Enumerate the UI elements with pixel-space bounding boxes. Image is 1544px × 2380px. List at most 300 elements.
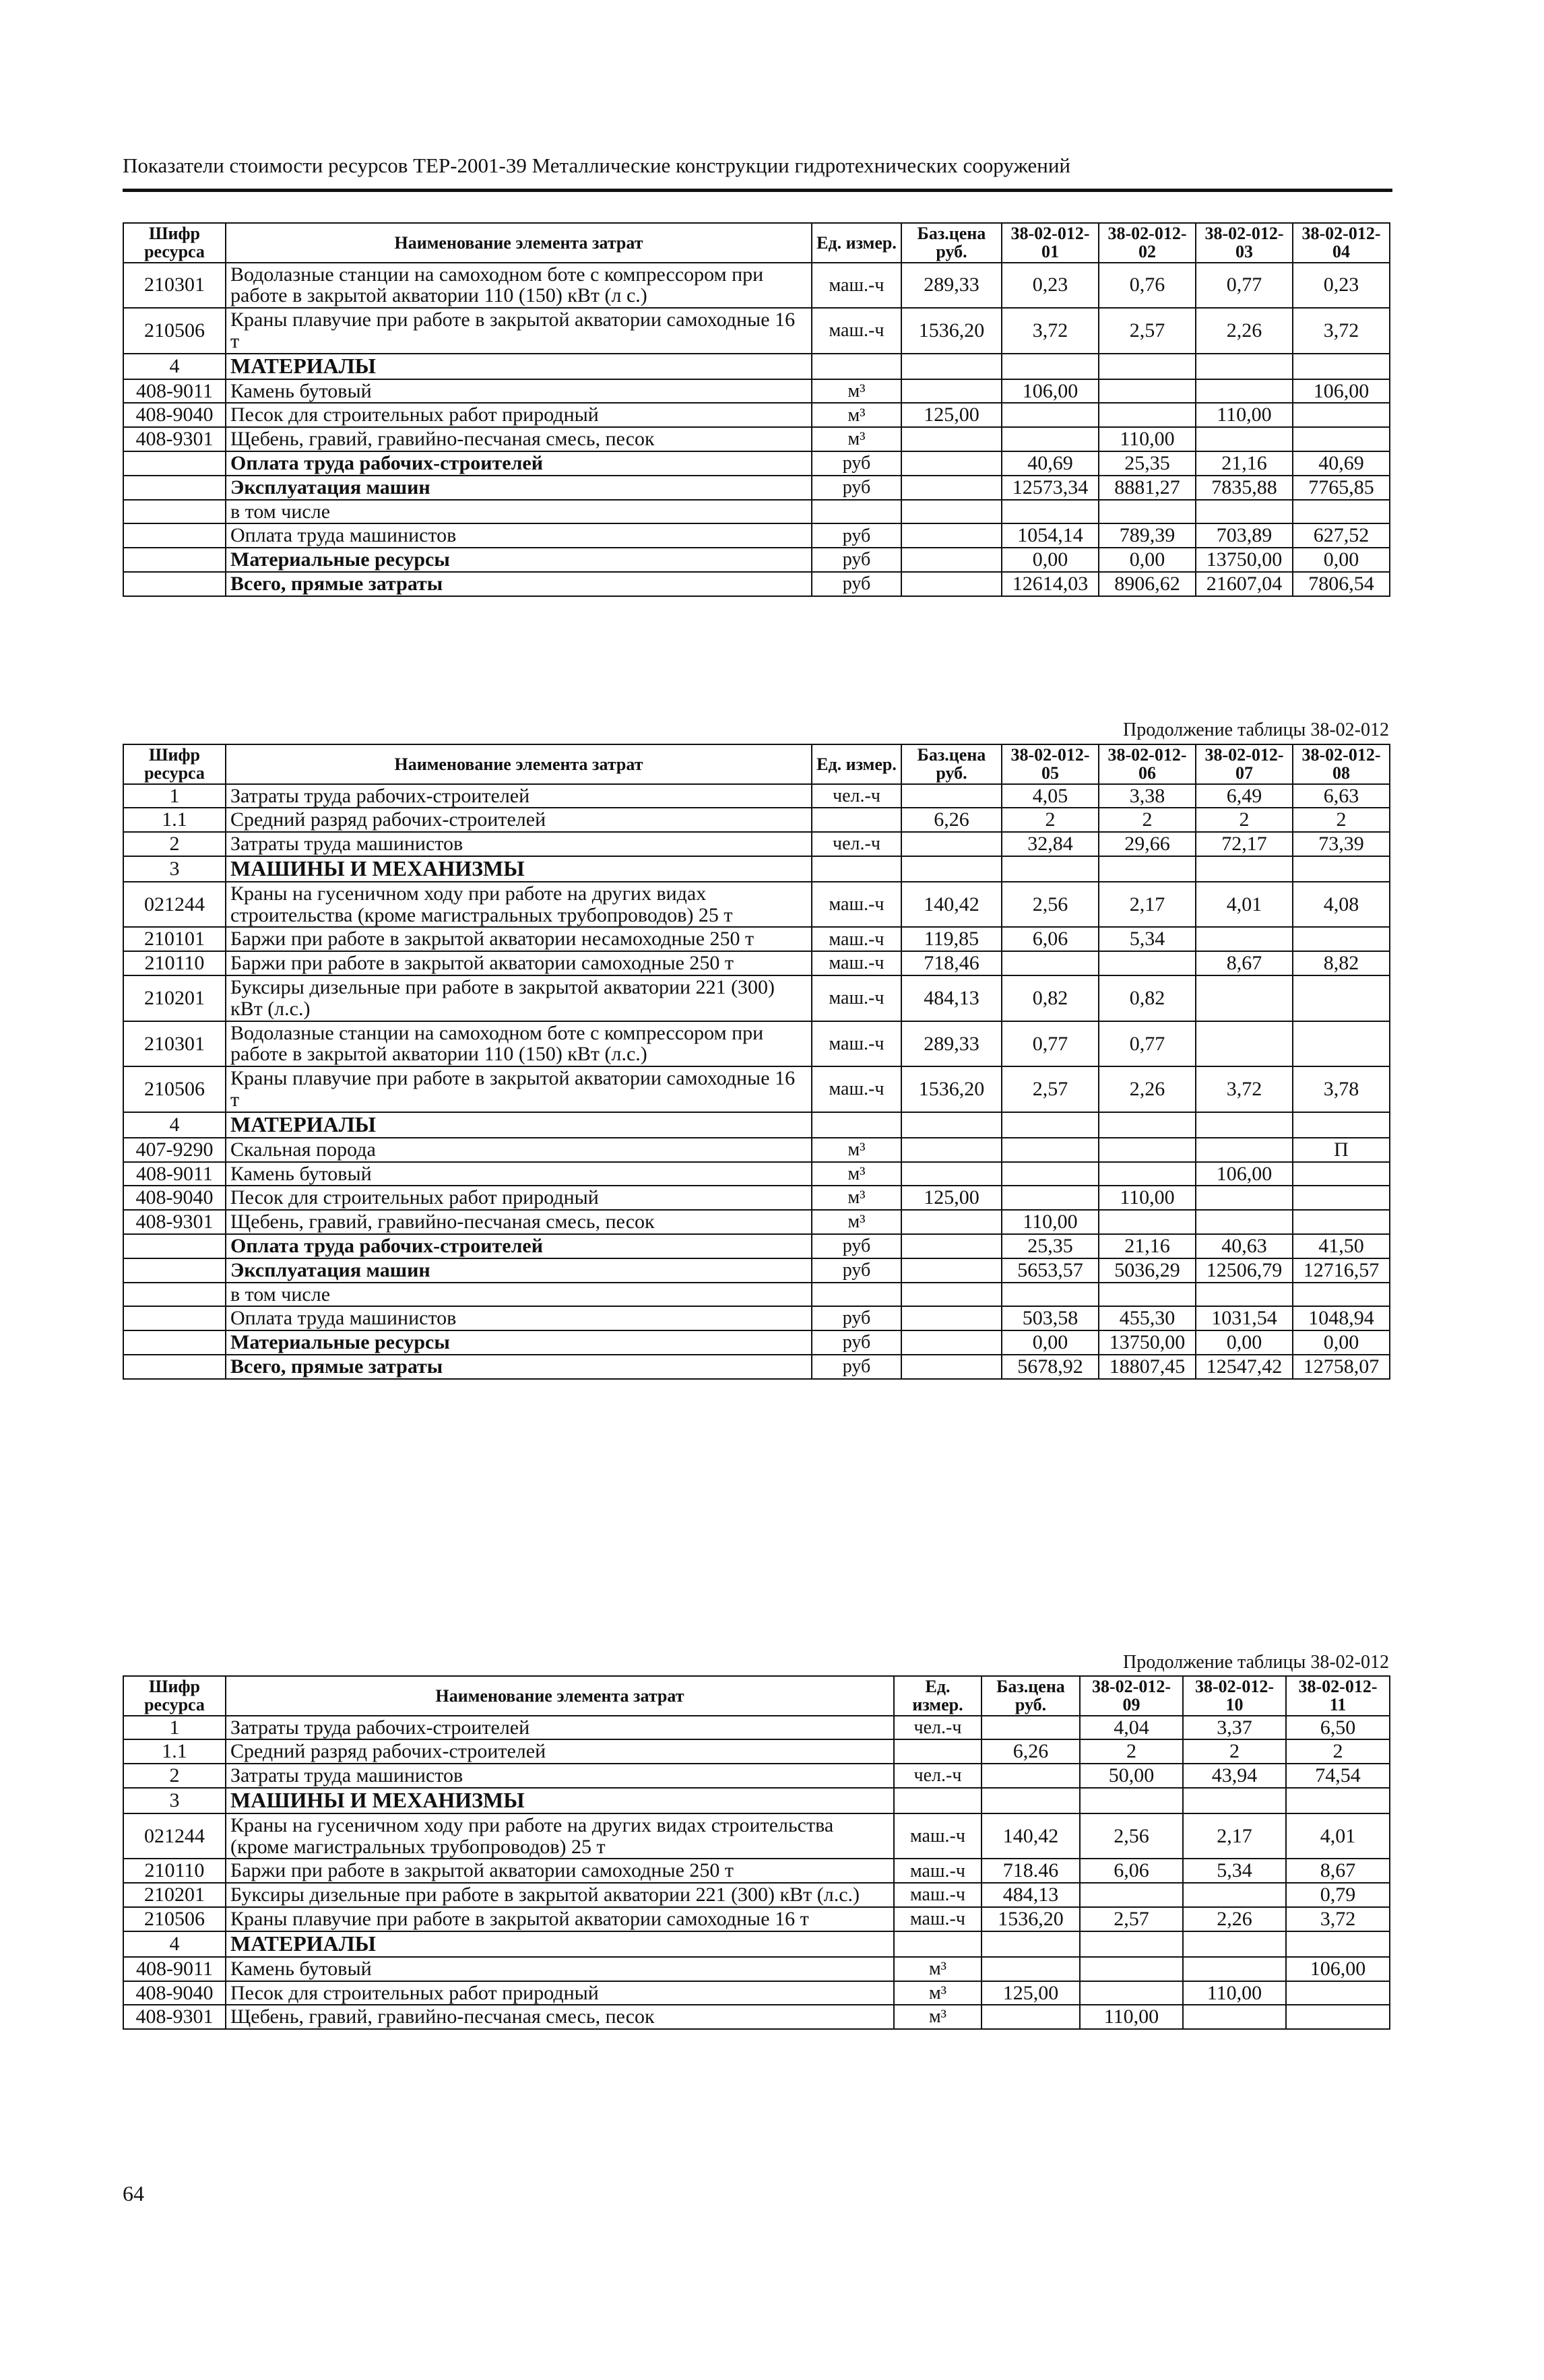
- norm-value-cell: [1099, 951, 1196, 975]
- base-price-cell: 1536,20: [901, 1066, 1002, 1112]
- cost-element-name: Краны на гусеничном ходу при работе на других видах строительства (кроме магистральных трубопроводов) 25 т: [226, 1813, 894, 1859]
- norm-value-cell: [1293, 427, 1390, 451]
- resource-code: [123, 1283, 226, 1307]
- resource-code: 1.1: [123, 1739, 226, 1764]
- norm-value-cell: [1099, 1162, 1196, 1186]
- unit-cell: м³: [812, 403, 901, 427]
- norm-value-cell: [1099, 1138, 1196, 1162]
- norm-value-cell: [1002, 1112, 1099, 1138]
- resource-code: 408-9040: [123, 403, 226, 427]
- unit-cell: руб: [812, 572, 901, 596]
- base-price-cell: [982, 1716, 1080, 1740]
- norm-value-cell: 0,82: [1002, 975, 1099, 1021]
- column-header: Наименование элемента затрат: [226, 1676, 894, 1716]
- header-rule: [123, 189, 1392, 192]
- cost-element-name: Баржи при работе в закрытой акватории несамоходные 250 т: [226, 927, 812, 951]
- unit-cell: руб: [812, 1258, 901, 1283]
- resource-code: 4: [123, 1112, 226, 1138]
- norm-value-cell: [1293, 1186, 1390, 1210]
- norm-value-cell: 4,01: [1196, 882, 1293, 928]
- norm-value-cell: 106,00: [1293, 379, 1390, 404]
- resource-code: 1: [123, 1716, 226, 1740]
- cost-element-name: Камень бутовый: [226, 1162, 812, 1186]
- resource-table-3: [123, 1675, 1390, 2030]
- norm-value-cell: 110,00: [1002, 1210, 1099, 1234]
- table-row: [123, 548, 1390, 572]
- unit-cell: м³: [812, 1186, 901, 1210]
- base-price-cell: 1536,20: [982, 1907, 1080, 1931]
- norm-value-cell: [1196, 1138, 1293, 1162]
- norm-value-cell: 8,67: [1196, 951, 1293, 975]
- norm-value-cell: 0,00: [1196, 1330, 1293, 1355]
- column-header: Ед. измер.: [812, 744, 901, 784]
- norm-value-cell: [1099, 354, 1196, 379]
- norm-value-cell: [1183, 1788, 1286, 1813]
- norm-value-cell: [1099, 1210, 1196, 1234]
- norm-value-cell: [1002, 1283, 1099, 1307]
- norm-value-cell: 2,56: [1080, 1813, 1183, 1859]
- resource-code: 408-9301: [123, 2005, 226, 2029]
- norm-value-cell: 1048,94: [1293, 1306, 1390, 1330]
- norm-value-cell: [1099, 500, 1196, 524]
- unit-cell: маш.-ч: [812, 263, 901, 309]
- base-price-cell: [901, 523, 1002, 548]
- norm-value-cell: 703,89: [1196, 523, 1293, 548]
- norm-value-cell: 32,84: [1002, 832, 1099, 856]
- norm-value-cell: 12506,79: [1196, 1258, 1293, 1283]
- cost-element-name: МАШИНЫ И МЕХАНИЗМЫ: [226, 856, 812, 882]
- norm-value-cell: 2,17: [1099, 882, 1196, 928]
- table-row: [123, 1330, 1390, 1355]
- norm-value-cell: 12547,42: [1196, 1355, 1293, 1379]
- norm-value-cell: 0,77: [1196, 263, 1293, 309]
- resource-code: 210110: [123, 951, 226, 975]
- norm-value-cell: [1080, 1788, 1183, 1813]
- norm-value-cell: [1196, 1112, 1293, 1138]
- norm-value-cell: 8881,27: [1099, 476, 1196, 500]
- resource-code: 1: [123, 784, 226, 808]
- base-price-cell: [901, 1330, 1002, 1355]
- norm-value-cell: [1293, 1112, 1390, 1138]
- table-row: [123, 1739, 1390, 1764]
- norm-value-cell: 8,67: [1286, 1859, 1390, 1883]
- norm-value-cell: 2,26: [1099, 1066, 1196, 1112]
- norm-value-cell: [1286, 1981, 1390, 2005]
- norm-value-cell: 40,69: [1002, 451, 1099, 476]
- cost-element-name: Песок для строительных работ природный: [226, 1186, 812, 1210]
- table-row: [123, 856, 1390, 882]
- table-row: [123, 1883, 1390, 1907]
- norm-value-cell: [1099, 379, 1196, 404]
- norm-value-cell: [1002, 500, 1099, 524]
- table-row: [123, 832, 1390, 856]
- norm-value-cell: [1002, 427, 1099, 451]
- base-price-cell: [901, 1162, 1002, 1186]
- column-header: Наименование элемента затрат: [226, 744, 812, 784]
- cost-element-name: Оплата труда рабочих-строителей: [226, 451, 812, 476]
- unit-cell: руб: [812, 1330, 901, 1355]
- column-header: 38-02-012-02: [1099, 223, 1196, 263]
- norm-value-cell: 0,00: [1293, 548, 1390, 572]
- unit-cell: руб: [812, 523, 901, 548]
- table-row: [123, 403, 1390, 427]
- norm-value-cell: 73,39: [1293, 832, 1390, 856]
- norm-value-cell: 3,72: [1196, 1066, 1293, 1112]
- norm-value-cell: 7835,88: [1196, 476, 1293, 500]
- norm-value-cell: 25,35: [1002, 1234, 1099, 1258]
- table-row: [123, 1716, 1390, 1740]
- norm-value-cell: 12716,57: [1293, 1258, 1390, 1283]
- column-header: 38-02-012-03: [1196, 223, 1293, 263]
- norm-value-cell: 0,23: [1293, 263, 1390, 309]
- norm-value-cell: 7806,54: [1293, 572, 1390, 596]
- cost-element-name: Материальные ресурсы: [226, 1330, 812, 1355]
- column-header: 38-02-012-05: [1002, 744, 1099, 784]
- norm-value-cell: 5653,57: [1002, 1258, 1099, 1283]
- norm-value-cell: 2,26: [1183, 1907, 1286, 1931]
- norm-value-cell: [1293, 975, 1390, 1021]
- norm-value-cell: [1293, 403, 1390, 427]
- cost-element-name: Краны на гусеничном ходу при работе на других видах строительства (кроме магистральных трубопроводов) 25 т: [226, 882, 812, 928]
- table-row: [123, 523, 1390, 548]
- norm-value-cell: 3,38: [1099, 784, 1196, 808]
- norm-value-cell: 21,16: [1196, 451, 1293, 476]
- norm-value-cell: [1002, 1186, 1099, 1210]
- column-header: Баз.цена руб.: [982, 1676, 1080, 1716]
- unit-cell: [812, 500, 901, 524]
- resource-table-1: [123, 222, 1390, 597]
- unit-cell: руб: [812, 451, 901, 476]
- norm-value-cell: 5678,92: [1002, 1355, 1099, 1379]
- table-row: [123, 1112, 1390, 1138]
- norm-value-cell: 503,58: [1002, 1306, 1099, 1330]
- cost-element-name: Буксиры дизельные при работе в закрытой акватории 221 (300) кВт (л.с.): [226, 975, 812, 1021]
- norm-value-cell: [1196, 927, 1293, 951]
- norm-value-cell: 3,72: [1286, 1907, 1390, 1931]
- cost-element-name: Камень бутовый: [226, 379, 812, 404]
- base-price-cell: 484,13: [982, 1883, 1080, 1907]
- resource-code: [123, 1306, 226, 1330]
- norm-value-cell: 5036,29: [1099, 1258, 1196, 1283]
- cost-element-name: Оплата труда рабочих-строителей: [226, 1234, 812, 1258]
- norm-value-cell: [1293, 500, 1390, 524]
- norm-value-cell: 0,82: [1099, 975, 1196, 1021]
- base-price-cell: [901, 832, 1002, 856]
- base-price-cell: [901, 784, 1002, 808]
- table-row: [123, 882, 1390, 928]
- norm-value-cell: [1099, 403, 1196, 427]
- resource-code: [123, 1234, 226, 1258]
- norm-value-cell: [1196, 1186, 1293, 1210]
- resource-code: 408-9011: [123, 379, 226, 404]
- norm-value-cell: 4,08: [1293, 882, 1390, 928]
- base-price-cell: [901, 1112, 1002, 1138]
- table-row: [123, 1907, 1390, 1931]
- norm-value-cell: 21607,04: [1196, 572, 1293, 596]
- unit-cell: м³: [894, 2005, 982, 2029]
- column-header: Баз.цена руб.: [901, 223, 1002, 263]
- norm-value-cell: 18807,45: [1099, 1355, 1196, 1379]
- table-row: [123, 1162, 1390, 1186]
- norm-value-cell: [1286, 1788, 1390, 1813]
- cost-element-name: Материальные ресурсы: [226, 548, 812, 572]
- norm-value-cell: 5,34: [1099, 927, 1196, 951]
- base-price-cell: 125,00: [901, 403, 1002, 427]
- cost-element-name: Эксплуатация машин: [226, 476, 812, 500]
- cost-element-name: в том числе: [226, 500, 812, 524]
- norm-value-cell: [1196, 354, 1293, 379]
- base-price-cell: 1536,20: [901, 308, 1002, 354]
- norm-value-cell: 2,17: [1183, 1813, 1286, 1859]
- norm-value-cell: 2,56: [1002, 882, 1099, 928]
- base-price-cell: [901, 856, 1002, 882]
- table-row: [123, 1186, 1390, 1210]
- norm-value-cell: [1293, 856, 1390, 882]
- resource-table-2: [123, 744, 1390, 1380]
- norm-value-cell: 12573,34: [1002, 476, 1099, 500]
- cost-element-name: Средний разряд рабочих-строителей: [226, 808, 812, 832]
- cost-element-name: Затраты труда машинистов: [226, 832, 812, 856]
- norm-value-cell: 2: [1080, 1739, 1183, 1764]
- norm-value-cell: 2,26: [1196, 308, 1293, 354]
- unit-cell: маш.-ч: [812, 927, 901, 951]
- norm-value-cell: [1080, 1981, 1183, 2005]
- norm-value-cell: 13750,00: [1099, 1330, 1196, 1355]
- unit-cell: [894, 1739, 982, 1764]
- cost-element-name: Водолазные станции на самоходном боте с компрессором при работе в закрытой акватории 110 (150) кВт (л.с.): [226, 1021, 812, 1067]
- table-row: [123, 427, 1390, 451]
- column-header: Ед. измер.: [894, 1676, 982, 1716]
- resource-code: 210506: [123, 1907, 226, 1931]
- norm-value-cell: 43,94: [1183, 1764, 1286, 1788]
- base-price-cell: [901, 1355, 1002, 1379]
- resource-code: 210301: [123, 1021, 226, 1067]
- cost-element-name: Средний разряд рабочих-строителей: [226, 1739, 894, 1764]
- unit-cell: [812, 808, 901, 832]
- unit-cell: м³: [894, 1981, 982, 2005]
- unit-cell: чел.-ч: [894, 1764, 982, 1788]
- norm-value-cell: 3,78: [1293, 1066, 1390, 1112]
- base-price-cell: [901, 500, 1002, 524]
- resource-code: [123, 1258, 226, 1283]
- cost-element-name: МАТЕРИАЛЫ: [226, 354, 812, 379]
- base-price-cell: [901, 1234, 1002, 1258]
- column-header: Баз.цена руб.: [901, 744, 1002, 784]
- norm-value-cell: 74,54: [1286, 1764, 1390, 1788]
- norm-value-cell: 2: [1286, 1739, 1390, 1764]
- unit-cell: маш.-ч: [812, 951, 901, 975]
- base-price-cell: [901, 379, 1002, 404]
- table-row: [123, 572, 1390, 596]
- norm-value-cell: 106,00: [1196, 1162, 1293, 1186]
- resource-code: 3: [123, 856, 226, 882]
- norm-value-cell: [1183, 2005, 1286, 2029]
- table-row: [123, 451, 1390, 476]
- base-price-cell: 718.46: [982, 1859, 1080, 1883]
- unit-cell: чел.-ч: [812, 784, 901, 808]
- table-row: [123, 951, 1390, 975]
- resource-code: 210101: [123, 927, 226, 951]
- column-header: 38-02-012-08: [1293, 744, 1390, 784]
- table-row: [123, 500, 1390, 524]
- norm-value-cell: 0,79: [1286, 1883, 1390, 1907]
- cost-element-name: в том числе: [226, 1283, 812, 1307]
- norm-value-cell: 3,72: [1293, 308, 1390, 354]
- norm-value-cell: 106,00: [1286, 1957, 1390, 1981]
- cost-element-name: Камень бутовый: [226, 1957, 894, 1981]
- cost-element-name: Щебень, гравий, гравийно-песчаная смесь, песок: [226, 2005, 894, 2029]
- resource-code: [123, 548, 226, 572]
- base-price-cell: [901, 476, 1002, 500]
- norm-value-cell: 110,00: [1183, 1981, 1286, 2005]
- unit-cell: руб: [812, 1355, 901, 1379]
- norm-value-cell: [1293, 1283, 1390, 1307]
- norm-value-cell: 2,57: [1080, 1907, 1183, 1931]
- base-price-cell: 125,00: [901, 1186, 1002, 1210]
- norm-value-cell: 6,06: [1080, 1859, 1183, 1883]
- resource-code: 408-9301: [123, 427, 226, 451]
- norm-value-cell: 455,30: [1099, 1306, 1196, 1330]
- table-row: [123, 476, 1390, 500]
- table-row: [123, 379, 1390, 404]
- base-price-cell: [982, 1957, 1080, 1981]
- unit-cell: чел.-ч: [812, 832, 901, 856]
- cost-element-name: Краны плавучие при работе в закрытой акватории самоходные 16 т: [226, 308, 812, 354]
- table-row: [123, 808, 1390, 832]
- norm-value-cell: [1293, 1021, 1390, 1067]
- unit-cell: м³: [812, 1162, 901, 1186]
- page-number: 64: [123, 2181, 144, 2206]
- norm-value-cell: [1293, 354, 1390, 379]
- column-header: Шифр ресурса: [123, 223, 226, 263]
- norm-value-cell: 25,35: [1099, 451, 1196, 476]
- resource-code: [123, 1355, 226, 1379]
- base-price-cell: 484,13: [901, 975, 1002, 1021]
- resource-code: 210506: [123, 1066, 226, 1112]
- cost-element-name: Всего, прямые затраты: [226, 572, 812, 596]
- unit-cell: маш.-ч: [812, 882, 901, 928]
- norm-value-cell: 2: [1196, 808, 1293, 832]
- cost-element-name: Затраты труда машинистов: [226, 1764, 894, 1788]
- cost-element-name: Песок для строительных работ природный: [226, 1981, 894, 2005]
- cost-element-name: Водолазные станции на самоходном боте с компрессором при работе в закрытой акватории 110 (150) кВт (л с.): [226, 263, 812, 309]
- norm-value-cell: 0,23: [1002, 263, 1099, 309]
- cost-element-name: Баржи при работе в закрытой акватории самоходные 250 т: [226, 1859, 894, 1883]
- norm-value-cell: 6,50: [1286, 1716, 1390, 1740]
- table-row: [123, 927, 1390, 951]
- unit-cell: [812, 354, 901, 379]
- continuation-label-3: Продолжение таблицы 38-02-012: [1122, 1652, 1389, 1673]
- resource-code: 021244: [123, 882, 226, 928]
- norm-value-cell: 13750,00: [1196, 548, 1293, 572]
- norm-value-cell: [1293, 1210, 1390, 1234]
- cost-element-name: Буксиры дизельные при работе в закрытой акватории 221 (300) кВт (л.с.): [226, 1883, 894, 1907]
- base-price-cell: 6,26: [901, 808, 1002, 832]
- norm-value-cell: 0,00: [1293, 1330, 1390, 1355]
- base-price-cell: 125,00: [982, 1981, 1080, 2005]
- column-header: Шифр ресурса: [123, 744, 226, 784]
- norm-value-cell: [1002, 951, 1099, 975]
- norm-value-cell: [1196, 500, 1293, 524]
- base-price-cell: [901, 1283, 1002, 1307]
- cost-element-name: Оплата труда машинистов: [226, 1306, 812, 1330]
- norm-value-cell: [1196, 1021, 1293, 1067]
- cost-element-name: Всего, прямые затраты: [226, 1355, 812, 1379]
- norm-value-cell: [1099, 856, 1196, 882]
- norm-value-cell: 0,76: [1099, 263, 1196, 309]
- norm-value-cell: [1002, 354, 1099, 379]
- cost-element-name: Эксплуатация машин: [226, 1258, 812, 1283]
- table-row: [123, 1957, 1390, 1981]
- table-row: [123, 1066, 1390, 1112]
- base-price-cell: [901, 1306, 1002, 1330]
- cost-element-name: Баржи при работе в закрытой акватории самоходные 250 т: [226, 951, 812, 975]
- unit-cell: [812, 856, 901, 882]
- base-price-cell: 289,33: [901, 1021, 1002, 1067]
- unit-cell: руб: [812, 1234, 901, 1258]
- table-row: [123, 1859, 1390, 1883]
- unit-cell: маш.-ч: [812, 1066, 901, 1112]
- norm-value-cell: 0,00: [1099, 548, 1196, 572]
- norm-value-cell: 2,57: [1002, 1066, 1099, 1112]
- unit-cell: м³: [812, 1210, 901, 1234]
- norm-value-cell: [1196, 379, 1293, 404]
- column-header: 38-02-012-11: [1286, 1676, 1390, 1716]
- base-price-cell: 6,26: [982, 1739, 1080, 1764]
- norm-value-cell: [1099, 1283, 1196, 1307]
- unit-cell: м³: [812, 427, 901, 451]
- resource-code: 408-9011: [123, 1162, 226, 1186]
- cost-element-name: Щебень, гравий, гравийно-песчаная смесь, песок: [226, 1210, 812, 1234]
- table-row: [123, 1306, 1390, 1330]
- norm-value-cell: 1054,14: [1002, 523, 1099, 548]
- table-row: [123, 1788, 1390, 1813]
- unit-cell: м³: [894, 1957, 982, 1981]
- norm-value-cell: 2: [1099, 808, 1196, 832]
- norm-value-cell: 3,37: [1183, 1716, 1286, 1740]
- norm-value-cell: 627,52: [1293, 523, 1390, 548]
- unit-cell: [894, 1788, 982, 1813]
- table-row: [123, 1258, 1390, 1283]
- resource-code: 2: [123, 832, 226, 856]
- norm-value-cell: [1196, 975, 1293, 1021]
- unit-cell: маш.-ч: [812, 975, 901, 1021]
- resource-code: 4: [123, 354, 226, 379]
- unit-cell: руб: [812, 476, 901, 500]
- cost-element-name: Затраты труда рабочих-строителей: [226, 784, 812, 808]
- resource-code: [123, 1330, 226, 1355]
- norm-value-cell: 29,66: [1099, 832, 1196, 856]
- norm-value-cell: [1002, 403, 1099, 427]
- cost-element-name: МАТЕРИАЛЫ: [226, 1931, 894, 1957]
- base-price-cell: [982, 1764, 1080, 1788]
- norm-value-cell: 2: [1183, 1739, 1286, 1764]
- table-row: [123, 1021, 1390, 1067]
- resource-code: 3: [123, 1788, 226, 1813]
- page-header: Показатели стоимости ресурсов ТЕР-2001-39 Металлические конструкции гидротехнических сооружений: [123, 154, 1071, 177]
- base-price-cell: 140,42: [982, 1813, 1080, 1859]
- resource-code: 408-9040: [123, 1186, 226, 1210]
- norm-value-cell: [1183, 1883, 1286, 1907]
- resource-code: 408-9011: [123, 1957, 226, 1981]
- unit-cell: руб: [812, 1306, 901, 1330]
- norm-value-cell: [1293, 927, 1390, 951]
- table-header-row: [123, 744, 1390, 784]
- norm-value-cell: 789,39: [1099, 523, 1196, 548]
- continuation-label-2: Продолжение таблицы 38-02-012: [1122, 719, 1389, 740]
- table-row: [123, 1931, 1390, 1957]
- resource-code: 407-9290: [123, 1138, 226, 1162]
